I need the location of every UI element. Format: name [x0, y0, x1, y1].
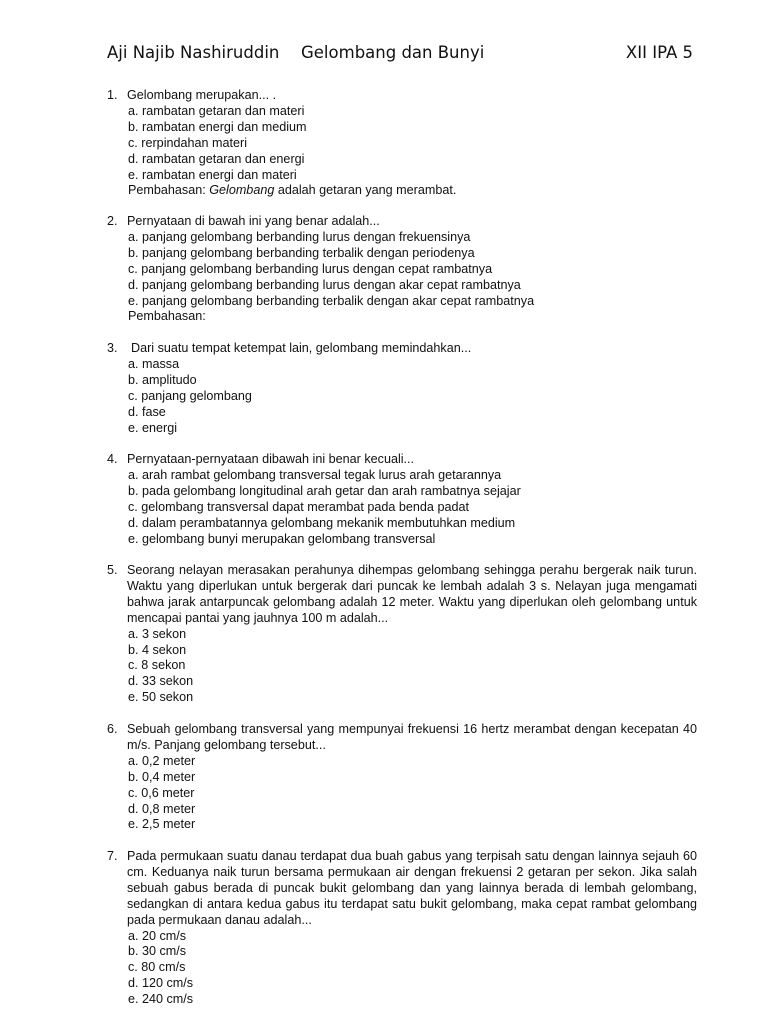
- option-e: e. 240 cm/s: [128, 992, 194, 1007]
- option-d: d. 120 cm/s: [128, 976, 194, 991]
- option-c: c. rerpindahan materi: [128, 135, 248, 150]
- question-stem: [107, 88, 697, 104]
- author-name: Aji Najib Nashiruddin: [107, 43, 280, 62]
- option-a: a. arah rambat gelombang transversal tegak lurus arah getarannya: [128, 467, 502, 482]
- document-header: [107, 43, 693, 67]
- option-e: e. panjang gelombang berbanding terbalik dengan akar cepat rambatnya: [128, 293, 535, 308]
- question-text: Pernyataan-pernyataan dibawah ini benar kecuali...: [127, 452, 415, 466]
- question-3: [107, 341, 697, 436]
- option-c: c. 80 cm/s: [128, 960, 186, 975]
- question-5: [107, 563, 697, 706]
- question-stem: [107, 563, 697, 627]
- option-b: b. 4 sekon: [128, 642, 187, 657]
- option-d: d. dalam perambatannya gelombang mekanik membutuhkan medium: [128, 515, 516, 530]
- question-number: 3.: [107, 341, 118, 355]
- question-stem: [107, 722, 697, 754]
- option-c: c. gelombang transversal dapat merambat pada benda padat: [128, 499, 469, 514]
- question-text: Pernyataan di bawah ini yang benar adalah...: [127, 214, 380, 228]
- option-e: e. gelombang bunyi merupakan gelombang transversal: [128, 531, 436, 546]
- option-b: b. panjang gelombang berbanding terbalik dengan periodenya: [128, 245, 475, 260]
- explanation-text: adalah getaran yang merambat.: [277, 183, 457, 198]
- option-e: e. rambatan energi dan materi: [128, 167, 297, 182]
- question-text: Pada permukaan suatu danau terdapat dua buah gabus yang terpisah satu dengan lainnya sejauh 60 cm. Keduanya naik turun bersama permukaan air dengan frekuensi 2 getaran per sekon. Jika salah sebuah gabus berada di puncak bukit gelombang dan yang lainnya berada di lembah gelombang, sedangkan di antara kedua gabus itu terdapat satu bukit gelombang, maka cepat rambat gelombang pada permukaan danau adalah...: [127, 849, 697, 927]
- option-e: e. 50 sekon: [128, 690, 194, 705]
- question-6: [107, 722, 697, 833]
- question-text: Dari suatu tempat ketempat lain, gelombang memindahkan...: [131, 341, 472, 355]
- option-d: d. 0,8 meter: [128, 801, 196, 816]
- question-7: [107, 849, 697, 1008]
- explanation: [107, 183, 697, 199]
- option-a: a. rambatan getaran dan materi: [128, 103, 305, 118]
- option-d: d. rambatan getaran dan energi: [128, 151, 305, 166]
- option-c: c. 8 sekon: [128, 658, 186, 673]
- option-d: d. panjang gelombang berbanding lurus dengan akar cepat rambatnya: [128, 277, 521, 292]
- question-number: 7.: [107, 849, 118, 863]
- option-e: e. 2,5 meter: [128, 817, 196, 832]
- question-text: Sebuah gelombang transversal yang mempunyai frekuensi 16 hertz merambat dengan kecepatan 40 m/s. Panjang gelombang tersebut...: [127, 722, 697, 752]
- option-b: b. rambatan energi dan medium: [128, 119, 307, 134]
- option-b: b. 0,4 meter: [128, 769, 196, 784]
- option-b: b. 30 cm/s: [128, 944, 187, 959]
- option-c: c. panjang gelombang: [128, 388, 252, 403]
- explanation: [107, 309, 697, 325]
- question-number: 1.: [107, 88, 118, 102]
- question-stem: [107, 214, 697, 230]
- explanation-label: Pembahasan:: [128, 309, 206, 324]
- option-a: a. massa: [128, 356, 180, 371]
- option-c: c. panjang gelombang berbanding lurus dengan cepat rambatnya: [128, 261, 493, 276]
- question-4: [107, 452, 697, 547]
- option-e: e. energi: [128, 420, 178, 435]
- option-a: a. 20 cm/s: [128, 928, 187, 943]
- question-number: 2.: [107, 214, 118, 228]
- class-label: XII IPA 5: [625, 43, 693, 62]
- option-b: b. amplitudo: [128, 372, 197, 387]
- option-d: d. fase: [128, 404, 166, 419]
- question-text: Seorang nelayan merasakan perahunya dihempas gelombang sehingga perahu bergerak naik turun. Waktu yang diperlukan untuk bergerak dari puncak ke lembah adalah 3 s. Nelayan juga mengamati bahwa jarak antarpuncak gelombang adalah 12 meter. Waktu yang diperlukan oleh gelombang untuk mencapai pantai yang jauhnya 100 m adalah...: [127, 563, 697, 625]
- option-d: d. 33 sekon: [128, 674, 194, 689]
- option-b: b. pada gelombang longitudinal arah getar dan arah rambatnya sejajar: [128, 483, 521, 498]
- question-number: 6.: [107, 722, 118, 736]
- explanation-term: Gelombang: [209, 183, 275, 198]
- question-text: Gelombang merupakan... .: [127, 88, 277, 102]
- question-stem: [107, 452, 697, 468]
- option-a: a. panjang gelombang berbanding lurus dengan frekuensinya: [128, 229, 471, 244]
- question-number: 5.: [107, 563, 118, 577]
- explanation-label: Pembahasan:: [128, 183, 206, 198]
- question-stem: [107, 341, 697, 357]
- document-topic: Gelombang dan Bunyi: [301, 43, 485, 62]
- question-number: 4.: [107, 452, 118, 466]
- question-stem: [107, 849, 697, 929]
- option-c: c. 0,6 meter: [128, 785, 195, 800]
- question-2: [107, 214, 697, 325]
- option-a: a. 0,2 meter: [128, 753, 196, 768]
- option-a: a. 3 sekon: [128, 626, 187, 641]
- question-1: [107, 88, 697, 199]
